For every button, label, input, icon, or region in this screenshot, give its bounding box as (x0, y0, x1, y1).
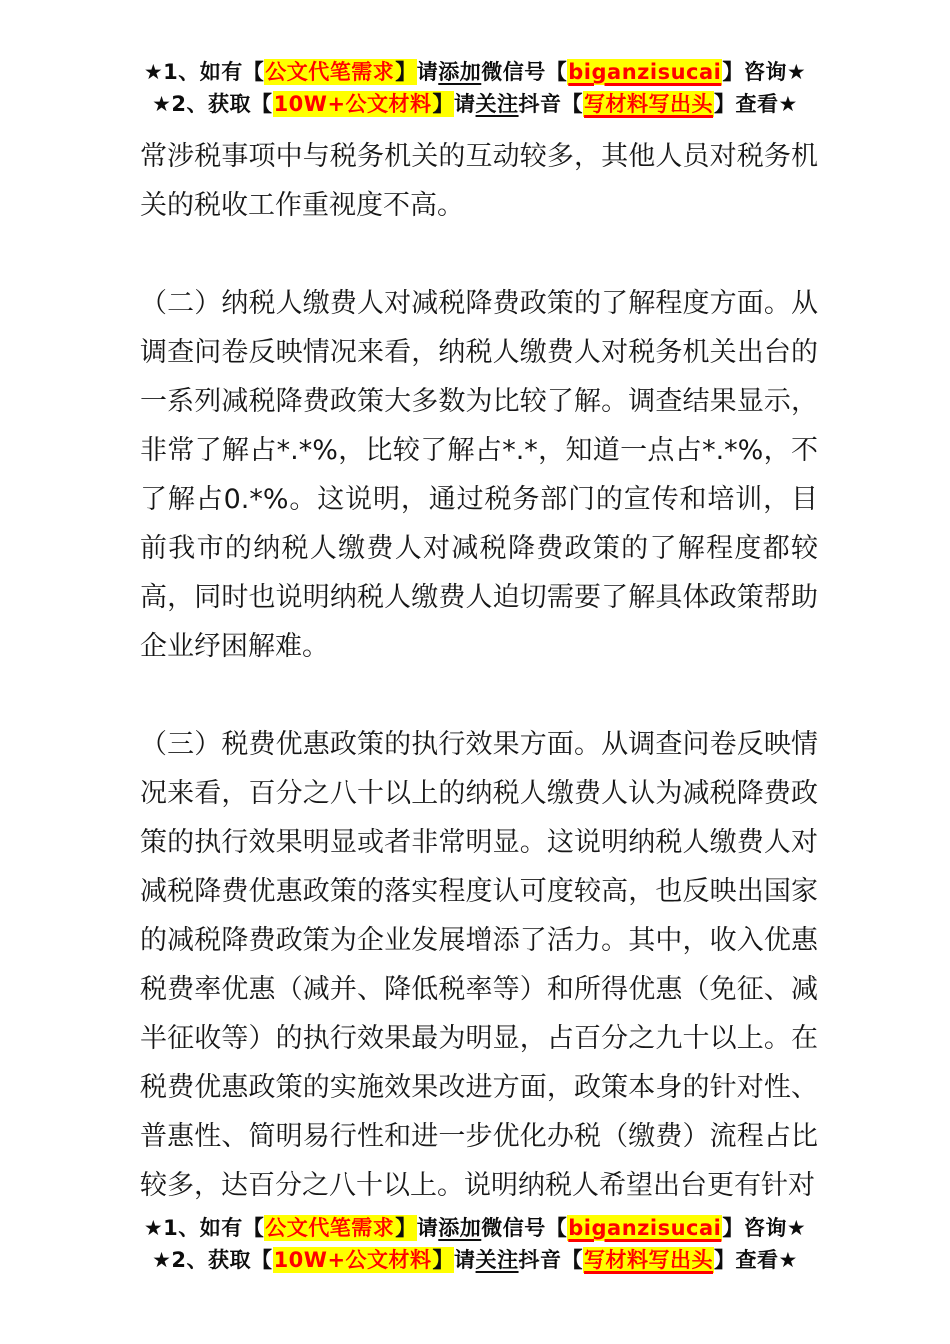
promo-text: 请 (416, 60, 439, 84)
promo-emphasis: 关注 (475, 92, 519, 116)
promo-bracket: 】 (432, 92, 455, 116)
promo-keyword: 写材料写出头 (584, 92, 714, 116)
promo-text: 请 (454, 1248, 476, 1272)
promo-text: 】咨询★ (722, 60, 807, 84)
promo-footer (0, 1212, 950, 1276)
promo-text: 微信号【 (481, 60, 568, 84)
promo-bracket: 】 (432, 1248, 455, 1272)
paragraph-2: （二）纳税人缴费人对减税降费政策的了解程度方面。从调查问卷反映情况来看，纳税人缴费人对税务机关出台的一系列减税降费政策大多数为比较了解。调查结果显示，非常了解占*.*%，比较了解占*.*，知道一点占*.*%，不了解占0.*%。这说明，通过税务部门的宣传和培训，目前我市的纳税人缴费人对减税降费政策的了解程度都较高，同时也说明纳税人缴费人迫切需要了解具体政策帮助企业纾困解难。 (140, 288, 818, 662)
promo-text: ★2、获取【 (152, 1248, 273, 1272)
promo-keyword: biganzisucai (568, 1216, 722, 1240)
promo-text: 请 (416, 1216, 439, 1240)
promo-header-line-1 (0, 56, 950, 88)
promo-footer-line-1 (0, 1212, 950, 1244)
promo-text: ★2、获取【 (152, 92, 273, 116)
document-body (140, 132, 818, 1210)
promo-keyword: 公文代笔需求 (265, 1216, 395, 1240)
promo-text: 抖音【 (518, 1248, 584, 1272)
promo-text: 】查看★ (714, 92, 798, 116)
promo-text: 微信号【 (481, 1216, 568, 1240)
promo-keyword: 10W+公文材料 (273, 1248, 432, 1272)
promo-header (0, 56, 950, 120)
promo-text: ★1、如有【 (143, 1216, 265, 1240)
promo-emphasis: 关注 (475, 1248, 519, 1272)
promo-keyword: biganzisucai (568, 60, 722, 84)
promo-header-line-2 (0, 88, 950, 120)
promo-text: 抖音【 (518, 92, 584, 116)
promo-keyword: 10W+公文材料 (273, 92, 432, 116)
promo-keyword: 公文代笔需求 (265, 60, 395, 84)
promo-text: 请 (454, 92, 476, 116)
promo-emphasis: 添加 (438, 1216, 482, 1240)
paragraph-1: 常涉税事项中与税务机关的互动较多，其他人员对税务机关的税收工作重视度不高。 (140, 141, 818, 221)
promo-keyword: 写材料写出头 (584, 1248, 714, 1272)
promo-bracket: 】 (395, 60, 417, 84)
promo-bracket: 】 (395, 1216, 417, 1240)
promo-text: ★1、如有【 (143, 60, 265, 84)
promo-text: 】查看★ (714, 1248, 798, 1272)
promo-footer-line-2 (0, 1244, 950, 1276)
promo-text: 】咨询★ (722, 1216, 807, 1240)
paragraph-3: （三）税费优惠政策的执行效果方面。从调查问卷反映情况来看，百分之八十以上的纳税人缴费人认为减税降费政策的执行效果明显或者非常明显。这说明纳税人缴费人对减税降费优惠政策的落实程度认可度较高，也反映出国家的减税降费政策为企业发展增添了活力。其中，收入优惠税费率优惠（减并、降低税率等）和所得优惠（免征、减半征收等）的执行效果最为明显，占百分之九十以上。在税费优惠政策的实施效果改进方面，政策本身的针对性、普惠性、简明易行性和进一步优化办税（缴费）流程占比较多，达百分之八十以上。说明纳税人希望出台更有针对 (140, 729, 818, 1201)
promo-emphasis: 添加 (438, 60, 482, 84)
